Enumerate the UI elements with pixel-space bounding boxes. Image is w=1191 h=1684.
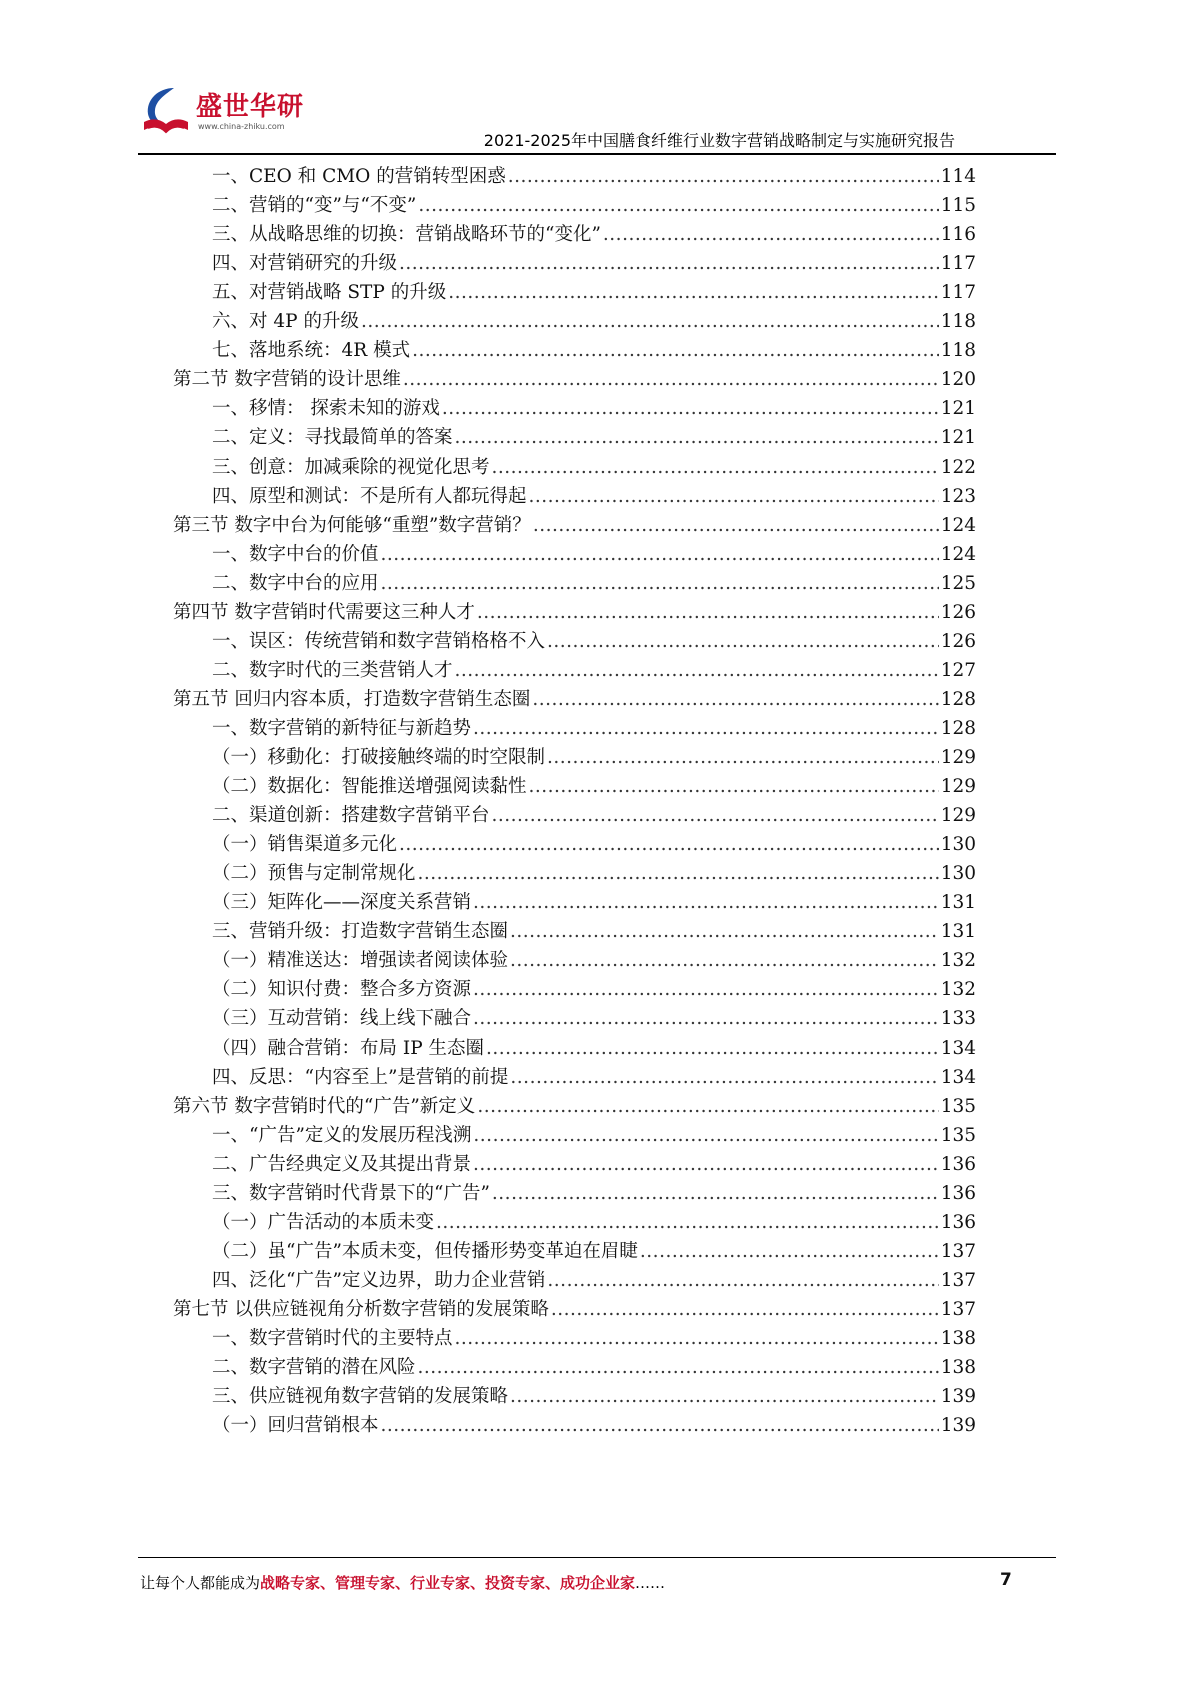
toc-entry-page: 133 [940, 1008, 976, 1030]
toc-entry-title: 第四节 数字营销时代需要这三种人才 [173, 601, 475, 623]
toc-entry[interactable] [173, 510, 976, 541]
toc-entry[interactable] [212, 248, 976, 279]
toc-entry-title: 一、移情： 探索未知的游戏 [212, 398, 440, 420]
toc-entry-page: 126 [940, 601, 976, 623]
toc-entry-page: 129 [940, 805, 976, 827]
toc-entry-title: （一）销售渠道多元化 [212, 834, 398, 856]
toc-entry-page: 136 [940, 1182, 976, 1204]
toc-entry-title: 二、渠道创新：搭建数字营销平台 [212, 805, 490, 827]
toc-entry[interactable] [212, 1265, 976, 1296]
toc-leader-dots [448, 277, 938, 308]
toc-entry[interactable] [212, 1033, 976, 1064]
toc-entry-title: 第六节 数字营销时代的“广告”新定义 [173, 1095, 476, 1117]
toc-entry[interactable] [212, 1323, 976, 1354]
toc-entry[interactable] [212, 190, 976, 221]
toc-leader-dots [508, 161, 939, 192]
toc-entry-page: 132 [940, 979, 976, 1001]
toc-entry-page: 138 [940, 1357, 976, 1379]
toc-entry-title: （一）精准送达：增强读者阅读体验 [212, 950, 509, 972]
toc-entry[interactable] [212, 771, 976, 802]
toc-entry-page: 126 [940, 630, 976, 652]
toc-entry[interactable] [173, 684, 976, 715]
toc-entry[interactable] [212, 393, 976, 424]
footer-slogan-prefix: 让每个人都能成为 [140, 1574, 261, 1592]
toc-leader-dots [640, 1236, 939, 1267]
toc-entry-title: 二、广告经典定义及其提出背景 [212, 1153, 472, 1175]
toc-entry-page: 130 [940, 834, 976, 856]
toc-entry-page: 139 [940, 1415, 976, 1437]
toc-entry-title: 三、供应链视角数字营销的发展策略 [212, 1386, 509, 1408]
toc-leader-dots [412, 335, 939, 366]
toc-entry-title: （一）回归营销根本 [212, 1415, 379, 1437]
toc-entry-page: 124 [940, 543, 976, 565]
toc-entry-title: 五、对营销战略 STP 的升级 [212, 282, 447, 304]
toc-entry-title: （三）矩阵化——深度关系营销 [212, 892, 472, 914]
toc-entry[interactable] [212, 655, 976, 686]
toc-leader-dots [547, 1265, 938, 1296]
toc-entry-title: 七、落地系统：4R 模式 [212, 340, 411, 362]
toc-entry[interactable] [212, 219, 976, 250]
toc-leader-dots [399, 829, 939, 860]
toc-entry-title: 三、从战略思维的切换：营销战略环节的“变化” [212, 224, 601, 246]
toc-entry-page: 124 [940, 514, 976, 536]
toc-entry[interactable] [212, 916, 976, 947]
toc-entry[interactable] [212, 277, 976, 308]
toc-entry-title: 四、原型和测试：不是所有人都玩得起 [212, 485, 527, 507]
toc-entry-page: 137 [940, 1269, 976, 1291]
toc-leader-dots [473, 974, 939, 1005]
toc-entry[interactable] [212, 1120, 976, 1151]
toc-entry-page: 122 [940, 456, 976, 478]
toc-entry[interactable] [212, 306, 976, 337]
toc-entry-title: （一）广告活动的本质未变 [212, 1211, 435, 1233]
toc-entry[interactable] [212, 887, 976, 918]
toc-leader-dots [455, 655, 939, 686]
toc-entry[interactable] [212, 1178, 976, 1209]
logo-emblem-icon [140, 82, 196, 140]
company-logo [140, 82, 310, 144]
footer-slogan-highlight: 战略专家、管理专家、行业专家、投资专家、成功企业家 [260, 1574, 636, 1592]
toc-entry-title: 二、定义：寻找最简单的答案 [212, 427, 453, 449]
toc-entry-page: 130 [940, 863, 976, 885]
toc-entry-title: 第二节 数字营销的设计思维 [173, 369, 401, 391]
toc-leader-dots [473, 1149, 939, 1180]
toc-entry-page: 134 [940, 1066, 976, 1088]
toc-entry-page: 139 [940, 1386, 976, 1408]
toc-entry-title: 六、对 4P 的升级 [212, 311, 359, 333]
toc-leader-dots [547, 742, 939, 773]
toc-leader-dots [492, 452, 939, 483]
toc-entry-page: 120 [940, 369, 976, 391]
toc-leader-dots [473, 1003, 939, 1034]
toc-leader-dots [551, 1294, 939, 1325]
document-title: 2021-2025年中国膳食纤维行业数字营销战略制定与实施研究报告 [483, 131, 955, 150]
toc-entry-page: 123 [940, 485, 976, 507]
toc-entry-title: 第三节 数字中台为何能够“重塑”数字营销？ [173, 514, 531, 536]
toc-entry[interactable] [212, 422, 976, 453]
toc-entry[interactable] [212, 974, 976, 1005]
toc-entry[interactable] [212, 1410, 976, 1441]
toc-entry[interactable] [173, 364, 976, 395]
toc-entry[interactable] [212, 713, 976, 744]
toc-entry-page: 137 [940, 1298, 976, 1320]
toc-entry[interactable] [212, 568, 976, 599]
toc-entry[interactable] [212, 161, 976, 192]
toc-entry[interactable] [212, 829, 976, 860]
toc-leader-dots [455, 422, 939, 453]
toc-leader-dots [547, 626, 939, 657]
toc-entry[interactable] [212, 945, 976, 976]
toc-entry-page: 137 [940, 1240, 976, 1262]
toc-entry-title: （二）预售与定制常规化 [212, 863, 416, 885]
toc-entry-page: 117 [940, 282, 976, 304]
toc-entry-page: 116 [940, 224, 976, 246]
header-divider [138, 153, 1056, 155]
toc-entry[interactable] [212, 452, 976, 483]
toc-entry-page: 136 [940, 1211, 976, 1233]
toc-leader-dots [473, 1120, 938, 1151]
toc-entry-page: 127 [940, 659, 976, 681]
toc-leader-dots [529, 771, 939, 802]
toc-leader-dots [510, 916, 939, 947]
toc-entry[interactable] [173, 597, 976, 628]
toc-entry-title: （二）数据化：智能推送增强阅读黏性 [212, 776, 527, 798]
toc-entry-page: 115 [940, 195, 976, 217]
toc-leader-dots [486, 1033, 939, 1064]
toc-entry[interactable] [173, 1091, 976, 1122]
toc-leader-dots [418, 858, 939, 889]
toc-entry[interactable] [212, 858, 976, 889]
toc-entry-title: （二）虽“广告”本质未变，但传播形势变革迫在眉睫 [212, 1240, 638, 1262]
toc-entry-title: 二、数字中台的应用 [212, 572, 379, 594]
toc-entry-page: 121 [940, 427, 976, 449]
toc-leader-dots [436, 1207, 939, 1238]
toc-leader-dots [492, 800, 939, 831]
toc-entry-title: 二、数字营销的潜在风险 [212, 1357, 416, 1379]
toc-leader-dots [418, 190, 938, 221]
toc-entry-page: 135 [940, 1124, 976, 1146]
page-number: 7 [1000, 1570, 1012, 1590]
footer-slogan [140, 1572, 665, 1593]
toc-entry[interactable] [212, 1352, 976, 1383]
toc-leader-dots [399, 248, 939, 279]
logo-name: 盛世华研 [196, 92, 305, 122]
toc-leader-dots [361, 306, 939, 337]
toc-entry-title: （一）移動化：打破接触终端的时空限制 [212, 747, 546, 768]
toc-entry-title: （二）知识付费：整合多方资源 [212, 979, 472, 1001]
toc-entry[interactable] [212, 1062, 976, 1093]
toc-entry-title: 一、数字营销的新特征与新趋势 [212, 717, 472, 739]
toc-leader-dots [477, 1091, 938, 1122]
toc-leader-dots [510, 1062, 938, 1093]
toc-entry-title: 四、泛化“广告”定义边界，助力企业营销 [212, 1269, 546, 1291]
footer-divider [138, 1557, 1056, 1558]
toc-entry-title: （三）互动营销：线上线下融合 [212, 1008, 472, 1030]
toc-entry-title: 一、误区：传统营销和数字营销格格不入 [212, 630, 546, 652]
toc-entry-page: 117 [940, 253, 976, 275]
toc-entry-page: 134 [940, 1037, 976, 1059]
toc-leader-dots [532, 684, 938, 715]
toc-entry-title: 二、数字时代的三类营销人才 [212, 659, 453, 681]
toc-entry-title: （四）融合营销：布局 IP 生态圈 [212, 1037, 485, 1059]
toc-entry-title: 一、数字中台的价值 [212, 543, 379, 565]
toc-leader-dots [510, 1381, 939, 1412]
toc-entry-title: 第七节 以供应链视角分析数字营销的发展策略 [173, 1298, 549, 1320]
toc-entry[interactable] [212, 539, 976, 570]
toc-entry-page: 118 [940, 340, 976, 362]
toc-entry-page: 132 [940, 950, 976, 972]
toc-leader-dots [442, 393, 939, 424]
footer-slogan-suffix: …… [635, 1574, 666, 1592]
toc-entry[interactable] [212, 1381, 976, 1412]
toc-leader-dots [381, 568, 939, 599]
toc-entry-title: 二、营销的“变”与“不变” [212, 195, 417, 217]
toc-entry[interactable] [212, 1149, 976, 1180]
toc-entry[interactable] [212, 800, 976, 831]
toc-entry-page: 131 [940, 892, 976, 914]
toc-entry-title: 三、数字营销时代背景下的“广告” [212, 1182, 490, 1204]
toc-leader-dots [418, 1352, 939, 1383]
toc-leader-dots [529, 481, 939, 512]
toc-entry[interactable] [212, 1207, 976, 1238]
page-header [0, 0, 1191, 160]
toc-leader-dots [473, 713, 939, 744]
toc-entry-title: 第五节 回归内容本质，打造数字营销生态圈 [173, 688, 531, 710]
toc-leader-dots [455, 1323, 939, 1354]
toc-entry-title: 一、数字营销时代的主要特点 [212, 1328, 453, 1349]
toc-leader-dots [510, 945, 939, 976]
toc-entry-title: 一、CEO 和 CMO 的营销转型困惑 [212, 166, 506, 187]
toc-entry-page: 121 [940, 398, 976, 420]
toc-entry-page: 114 [940, 166, 976, 187]
toc-entry-page: 131 [940, 921, 976, 943]
toc-entry[interactable] [173, 1294, 976, 1325]
toc-leader-dots [492, 1178, 939, 1209]
toc-entry-page: 128 [940, 717, 976, 739]
logo-url: www.china-zhiku.com [198, 122, 285, 131]
toc-entry[interactable] [212, 626, 976, 657]
toc-entry-page: 125 [940, 572, 976, 594]
toc-leader-dots [473, 887, 939, 918]
toc-entry[interactable] [212, 742, 976, 773]
toc-entry-title: 三、营销升级：打造数字营销生态圈 [212, 921, 509, 943]
toc-entry-title: 四、反思：“内容至上”是营销的前提 [212, 1066, 509, 1088]
toc-entry-page: 138 [940, 1328, 976, 1349]
toc-entry-page: 118 [940, 311, 976, 333]
toc-leader-dots [603, 219, 939, 250]
toc-entry-title: 四、对营销研究的升级 [212, 253, 398, 275]
toc-leader-dots [533, 510, 939, 541]
toc-entry-page: 128 [940, 688, 976, 710]
toc-leader-dots [477, 597, 939, 628]
toc-entry-page: 129 [940, 747, 976, 768]
toc-leader-dots [381, 1410, 939, 1441]
toc-entry-page: 136 [940, 1153, 976, 1175]
toc-entry[interactable] [212, 1236, 976, 1267]
toc-entry[interactable] [212, 335, 976, 366]
toc-leader-dots [403, 364, 939, 395]
toc-entry-title: 三、创意：加减乘除的视觉化思考 [212, 456, 490, 478]
toc-entry[interactable] [212, 1003, 976, 1034]
toc-entry[interactable] [212, 481, 976, 512]
toc-entry-title: 一、“广告”定义的发展历程浅溯 [212, 1124, 472, 1146]
toc-entry-page: 129 [940, 776, 976, 798]
toc-leader-dots [381, 539, 939, 570]
toc-entry-page: 135 [940, 1095, 976, 1117]
